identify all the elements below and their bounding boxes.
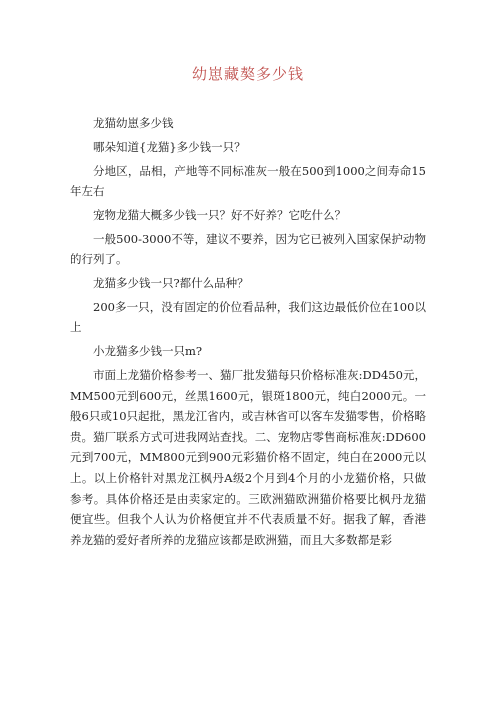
paragraph: 200多一只，没有固定的价位看品种，我们这边最低价位在100以上	[70, 299, 426, 335]
paragraph: 龙猫幼崽多少钱	[93, 116, 174, 130]
paragraph: 宠物龙猫大概多少钱一只？好不好养？它吃什么？	[93, 207, 346, 222]
paragraph: 分地区，品相，产地等不同标准灰一般在500到1000之间寿命15年左右	[70, 163, 426, 199]
paragraph: 一般500-3000不等，建议不要养，因为它已被列入国家保护动物的行列了。	[70, 231, 426, 267]
document-title: 幼崽藏獒多少钱	[191, 65, 304, 83]
paragraph: 龙猫多少钱一只?都什么品种？	[93, 276, 249, 291]
document-body	[70, 113, 426, 554]
paragraph: 小龙猫多少钱一只m?	[93, 344, 203, 359]
paragraph: 市面上龙猫价格参考一、猫厂批发猫每只价格标准灰:DD450元，MM500元到600元，丝黑1600元，银斑1800元，纯白2000元。一般6只或10只起批，黑龙江省内，或吉林省可以客车发猫零售，价格略贵。猫厂联系方式可进我网站查找。二、宠物店零售商标准灰:DD600元到700元，MM800元到900元彩猫价格不固定，纯白在2000元以上。以上价格针对黑龙江枫丹A级2个月到4个月的小龙猫价格，只做参考。具体价格还是由卖家定的。三欧洲猫欧洲猫价格要比枫丹龙猫便宜些。但我个人认为价格便宜并不代表质量不好。据我了解，香港养龙猫的爱好者所养的龙猫应该都是欧洲猫，而且大多数都是彩	[70, 368, 426, 547]
paragraph: 哪朵知道{龙猫}多少钱一只？	[93, 139, 246, 154]
